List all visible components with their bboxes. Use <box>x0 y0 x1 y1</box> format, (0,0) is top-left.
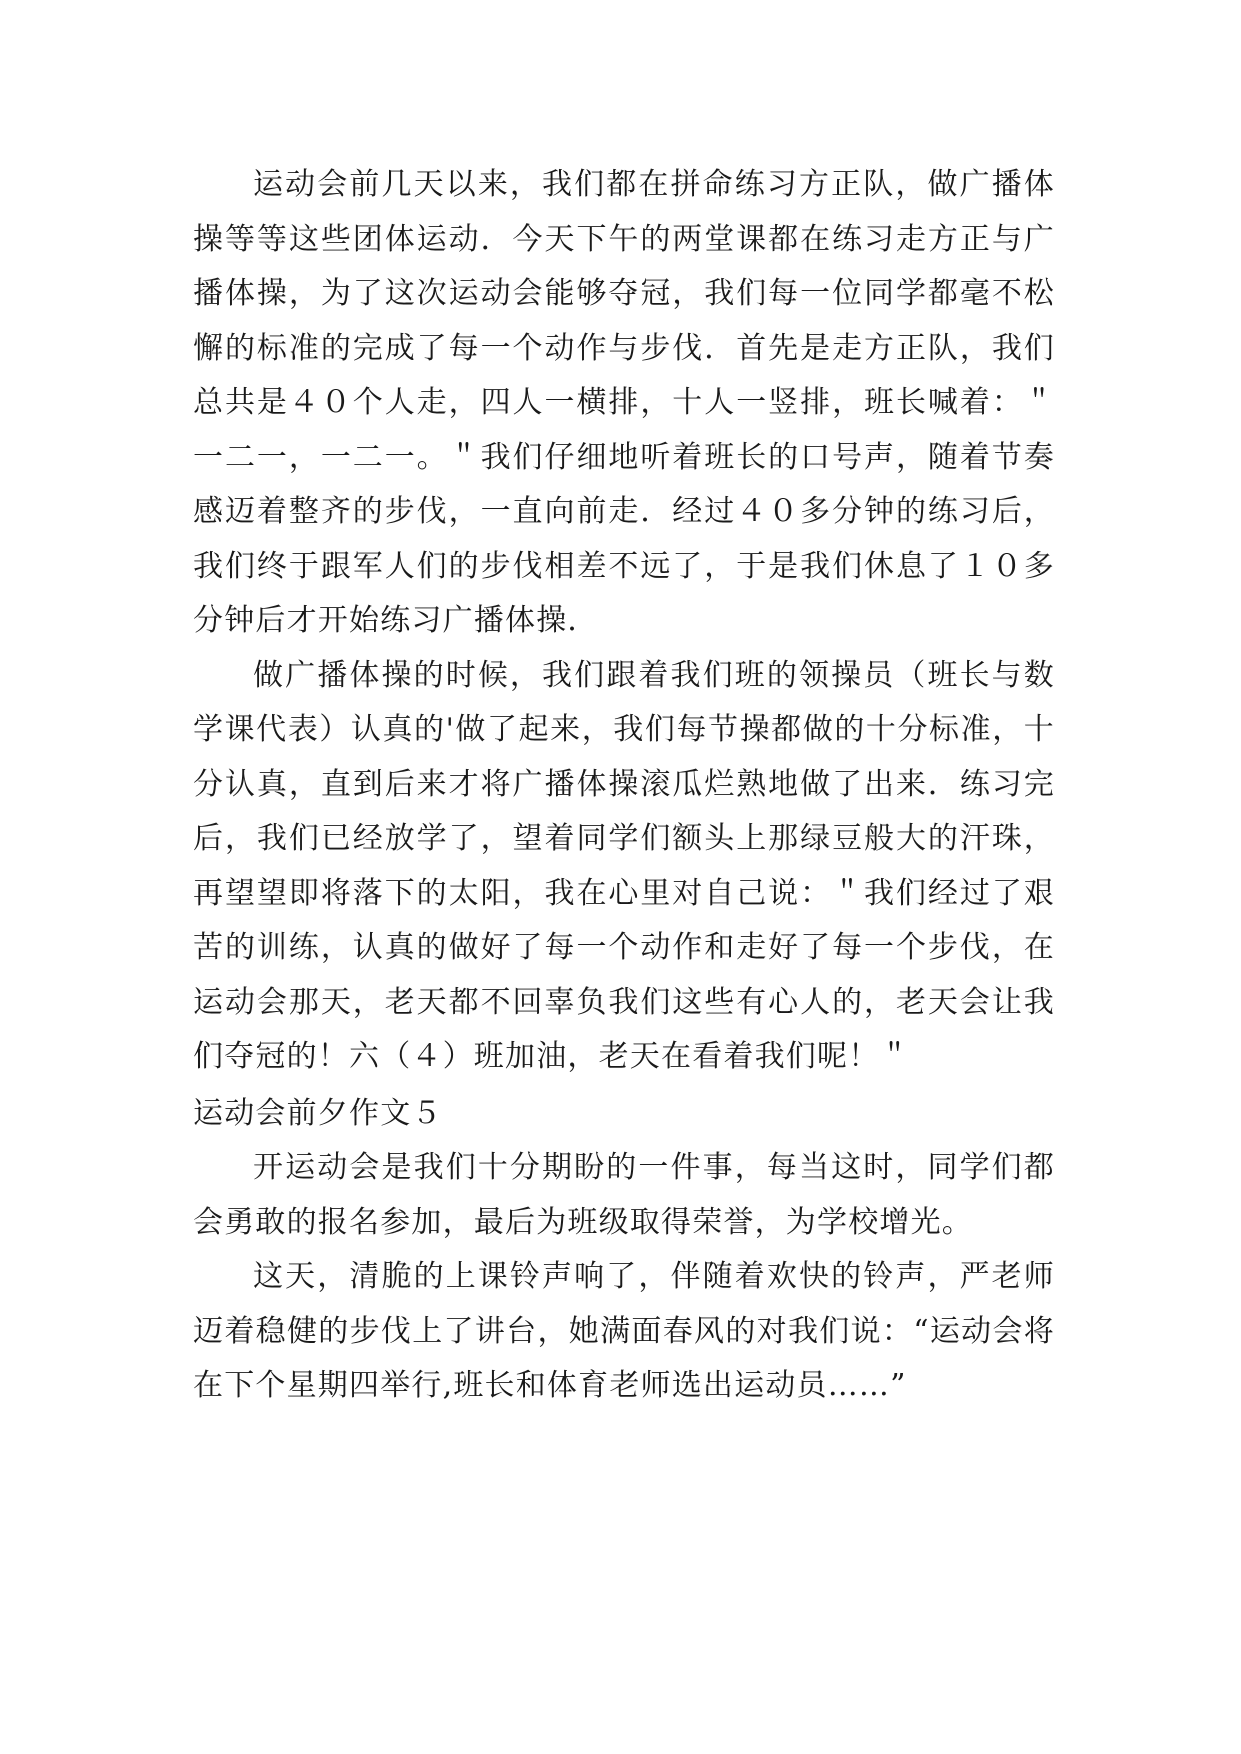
section-title: 运动会前夕作文５ <box>193 1095 443 1131</box>
document-page <box>193 158 1055 1414</box>
paragraph-broadcast-exercise: 做广播体操的时候，我们跟着我们班的领操员（班长与数学课代表）认真的'做了起来，我们每节操都做的十分标准，十分认真，直到后来才将广播体操滚瓜烂熟地做了出来．练习完后，我们已经放学了，望着同学们额头上那绿豆般大的汗珠，再望望即将落下的太阳，我在心里对自己说：＂我们经过了艰苦的训练，认真的做好了每一个动作和走好了每一个步伐，在运动会那天，老天都不回辜负我们这些有心人的，老天会让我们夺冠的！六（４）班加油，老天在看着我们呢！＂ <box>193 657 1055 1074</box>
paragraph-sports-meet-intro: 开运动会是我们十分期盼的一件事，每当这时，同学们都会勇敢的报名参加，最后为班级取得荣誉，为学校增光。 <box>193 1150 1055 1240</box>
paragraph-class-announcement: 这天，清脆的上课铃声响了，伴随着欢快的铃声，严老师迈着稳健的步伐上了讲台，她满面春风的对我们说：“运动会将在下个星期四举行,班长和体育老师选出运动员……” <box>193 1259 1055 1403</box>
paragraph-practice: 运动会前几天以来，我们都在拼命练习方正队，做广播体操等等这些团体运动．今天下午的两堂课都在练习走方正与广播体操，为了这次运动会能够夺冠，我们每一位同学都毫不松懈的标准的完成了每一个动作与步伐．首先是走方正队，我们总共是４０个人走，四人一横排，十人一竖排，班长喊着：＂一二一，一二一。＂我们仔细地听着班长的口号声，随着节奏感迈着整齐的步伐，一直向前走．经过４０多分钟的练习后，我们终于跟军人们的步伐相差不远了，于是我们休息了１０多分钟后才开始练习广播体操． <box>193 167 1055 638</box>
